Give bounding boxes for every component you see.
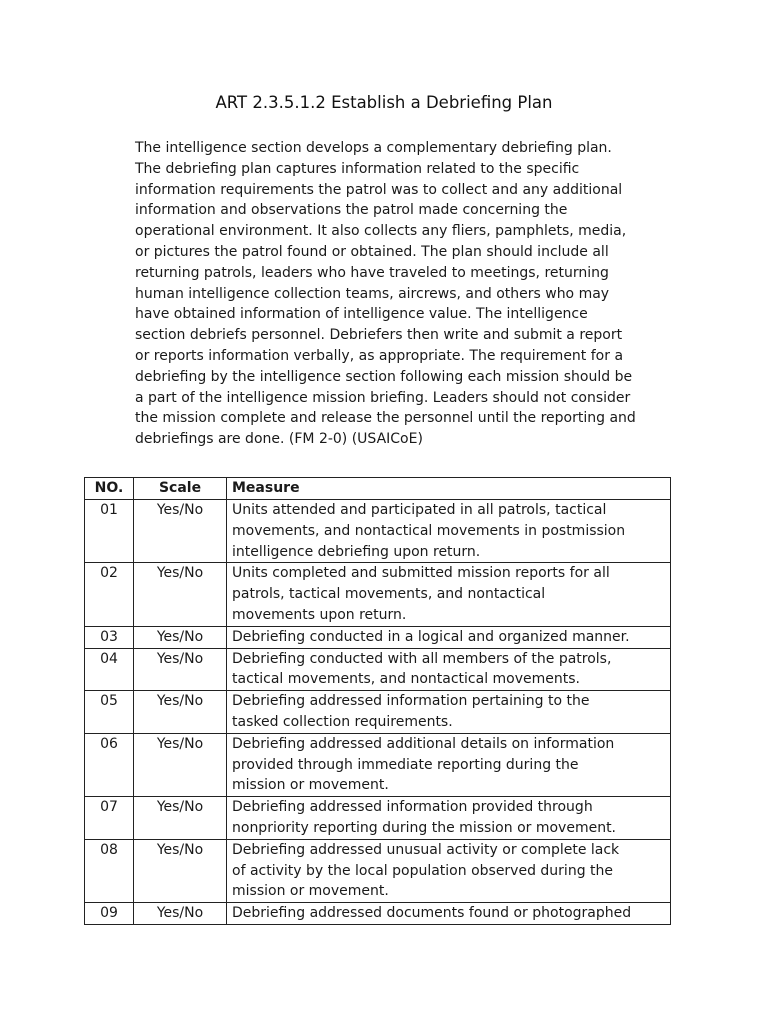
table-row bbox=[85, 903, 671, 925]
header-scale: Scale bbox=[134, 478, 227, 500]
row-measure: Debriefing addressed unusual activity or complete lack of activity by the local population observed during the mission or movement. bbox=[227, 839, 671, 902]
row-no: 06 bbox=[85, 733, 134, 796]
row-measure: Units attended and participated in all patrols, tactical movements, and nontactical movements in postmission intelligence debriefing upon return. bbox=[227, 500, 671, 563]
measures-table bbox=[84, 477, 671, 925]
row-measure: Debriefing conducted in a logical and organized manner. bbox=[227, 626, 671, 648]
row-measure: Debriefing addressed information pertaining to the tasked collection requirements. bbox=[227, 691, 671, 734]
row-no: 09 bbox=[85, 903, 134, 925]
row-scale: Yes/No bbox=[134, 691, 227, 734]
header-measure: Measure bbox=[227, 478, 671, 500]
row-scale: Yes/No bbox=[134, 733, 227, 796]
page-title: ART 2.3.5.1.2 Establish a Debriefing Plan bbox=[215, 93, 553, 112]
row-measure: Units completed and submitted mission reports for all patrols, tactical movements, and nontactical movements upon return. bbox=[227, 563, 671, 626]
row-measure: Debriefing conducted with all members of the patrols, tactical movements, and nontactical movements. bbox=[227, 648, 671, 691]
row-scale: Yes/No bbox=[134, 563, 227, 626]
row-measure: Debriefing addressed additional details on information provided through immediate reporting during the mission or movement. bbox=[227, 733, 671, 796]
row-no: 07 bbox=[85, 797, 134, 840]
row-scale: Yes/No bbox=[134, 903, 227, 925]
row-no: 01 bbox=[85, 500, 134, 563]
table-row bbox=[85, 797, 671, 840]
header-no: NO. bbox=[85, 478, 134, 500]
row-scale: Yes/No bbox=[134, 797, 227, 840]
row-scale: Yes/No bbox=[134, 839, 227, 902]
table-row bbox=[85, 733, 671, 796]
row-scale: Yes/No bbox=[134, 500, 227, 563]
row-scale: Yes/No bbox=[134, 648, 227, 691]
table-row bbox=[85, 648, 671, 691]
table-header-row bbox=[85, 478, 671, 500]
row-no: 02 bbox=[85, 563, 134, 626]
row-measure: Debriefing addressed documents found or photographed bbox=[227, 903, 671, 925]
table-row bbox=[85, 691, 671, 734]
row-no: 03 bbox=[85, 626, 134, 648]
intro-paragraph: The intelligence section develops a complementary debriefing plan. The debriefing plan captures information related to the specific information requirements the patrol was to collect and any additional information and observations the patrol made concerning the operational environment. It also collects any fliers, pamphlets, media, or pictures the patrol found or obtained. The plan should include all returning patrols, leaders who have traveled to meetings, returning human intelligence collection teams, aircrews, and others who may have obtained information of intelligence value. The intelligence section debriefs personnel. Debriefers then write and submit a report or reports information verbally, as appropriate. The requirement for a debriefing by the intelligence section following each mission should be a part of the intelligence mission briefing. Leaders should not consider the mission complete and release the personnel until the reporting and debriefings are done. (FM 2-0) (USAICoE) bbox=[135, 140, 636, 448]
table-row bbox=[85, 839, 671, 902]
row-scale: Yes/No bbox=[134, 626, 227, 648]
row-no: 04 bbox=[85, 648, 134, 691]
row-no: 05 bbox=[85, 691, 134, 734]
table-row bbox=[85, 563, 671, 626]
row-measure: Debriefing addressed information provided through nonpriority reporting during the mission or movement. bbox=[227, 797, 671, 840]
row-no: 08 bbox=[85, 839, 134, 902]
table-row bbox=[85, 626, 671, 648]
table-row bbox=[85, 500, 671, 563]
